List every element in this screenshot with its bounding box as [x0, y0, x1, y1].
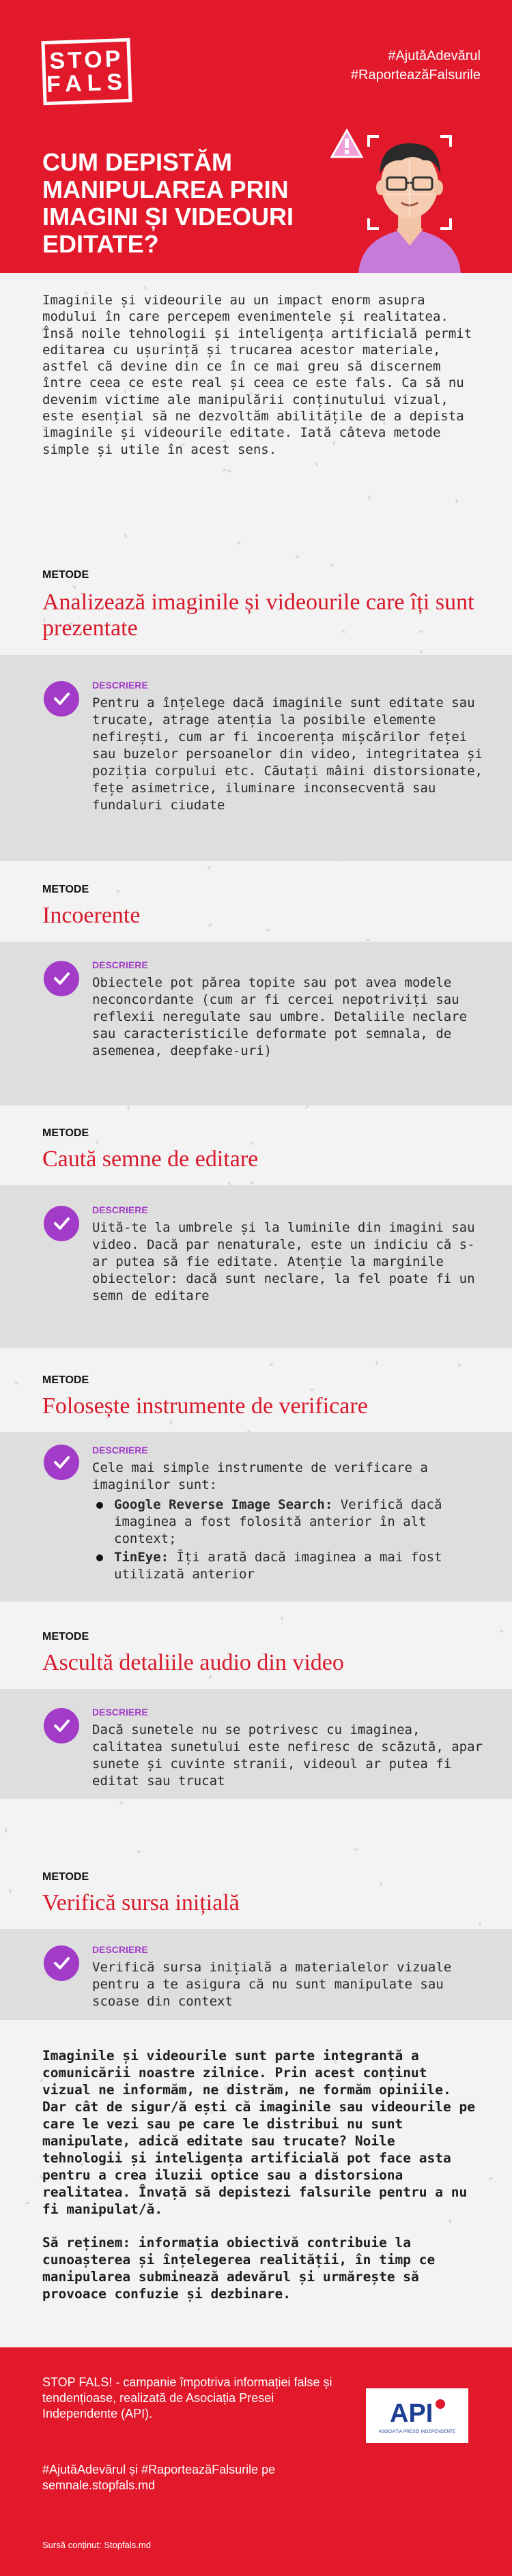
method-description: Pentru a înțelege dacă imaginile sunt editate sau trucate, atrage atenția la posibile elemente nefirești, cum ar fi incoerența mișcărilor feței sau buzelor persoanelor din video, integritatea și poziția corpului etc. Căutați mâini distorsionate, fețe asimetrice, iluminare inconsecventă sau fundaluri ciudate [92, 695, 483, 813]
method-section-2 [0, 875, 512, 1105]
tool-name: Google Reverse Image Search: [114, 1497, 333, 1512]
description-label: DESCRIERE [92, 1707, 148, 1718]
description-box [0, 1689, 512, 1799]
texture-speckle [296, 554, 300, 559]
description-label: DESCRIERE [92, 959, 148, 970]
page-title: CUM DEPISTĂM MANIPULAREA PRIN IMAGINI ȘI VIDEOURI EDITATE? [42, 148, 294, 258]
method-description: Obiectele pot părea topite sau pot avea modele neconcordante (cum ar fi cercei nepotriviți sau reflexii neregulate sau umbre. Detaliile neclare sau caracteristicile deformate pot semnala, de asemenea, deepfake-uri) [92, 975, 468, 1058]
conclusion-paragraph: Imaginile și videourile sunt parte integrantă a comunicării noastre zilnice. Prin acest conținut vizual ne informăm, ne distrăm, ne formăm opiniile. Dar cât de sigur/ă ești că imaginile sau videourile pe care le vezi sau pe care le distribui nu sunt manipulate, adică editate sau trucate? Noile tehnologii și inteligența artificială pot face asta pentru a crea iluzii optice sau a distorsiona realitatea. Învață să depistezi falsurile pentru a nu fi manipulat/ă. [42, 2048, 475, 2217]
method-section-5 [0, 1623, 512, 1799]
check-icon [44, 1206, 79, 1241]
api-logo-subtitle: ASOCIAȚIA PRESEI INDEPENDENTE [378, 2429, 456, 2434]
footer-hashtags: #AjutăAdevărul și #RaporteazăFalsurile pe semnale.stopfals.md [42, 2463, 276, 2492]
method-label: METODE [42, 569, 89, 581]
texture-speckle [237, 540, 242, 545]
method-title: Verifică sursa inițială [42, 1890, 240, 1915]
method-label: METODE [42, 1374, 89, 1386]
hashtag-1: #AjutăAdevărul [388, 48, 481, 63]
description-box [0, 1185, 512, 1348]
method-description: Uită-te la umbrele și la luminile din imagini sau video. Dacă par nenaturale, este un indiciu că s-ar putea să fie editate. Atenție la marginile obiectelor: dacă sunt neclare, la fel poate fi un semn de editare [92, 1220, 475, 1303]
logo-text-top: STOP [48, 46, 124, 74]
method-description: Dacă sunetele nu se potrivesc cu imaginea, calitatea sunetului este nefiresc de scăzută, apar sunete și cuvinte stranii, videoul ar putea fi editat sau trucat [92, 1722, 483, 1789]
method-title: Ascultă detaliile audio din video [42, 1650, 344, 1675]
method-section-1 [0, 561, 512, 861]
tools-list [92, 1496, 488, 1583]
campaign-description: STOP FALS! - campanie împotriva informației false și tendențioase, realizată de Asociația Presei Independente (API). [42, 2375, 332, 2420]
description-box [0, 942, 512, 1105]
method-section-4 [0, 1366, 512, 1602]
texture-speckle [489, 2177, 494, 2180]
check-icon [44, 1445, 79, 1480]
method-title: Caută semne de editare [42, 1146, 259, 1172]
description-box [0, 1929, 512, 2020]
check-icon [44, 1945, 79, 1981]
texture-speckle [315, 461, 319, 466]
method-label: METODE [42, 884, 89, 895]
method-title: Analizează imaginile și videourile care îți sunt prezentate [42, 590, 474, 641]
footer [0, 2347, 512, 2576]
texture-speckle [455, 499, 459, 504]
texture-speckle [127, 1105, 129, 1110]
tool-text: Verifică dacă imaginea a fost folosită anterior în alt context; [114, 1497, 442, 1546]
api-logo-text: API [390, 2399, 433, 2428]
method-title: Incoerente [42, 903, 141, 928]
texture-speckle [354, 1848, 358, 1851]
texture-speckle [227, 470, 231, 473]
texture-speckle [137, 1850, 141, 1853]
method-title: Folosește instrumente de verificare [42, 1393, 368, 1419]
description-label: DESCRIERE [92, 1204, 148, 1215]
logo-text-bottom: FALS [46, 68, 128, 98]
description-box [0, 655, 512, 861]
method-section-6 [0, 1863, 512, 2020]
texture-speckle [281, 1616, 284, 1621]
intro-text: Imaginile și videourile au un impact enorm asupra modului în care percepem evenimentele și realitatea. Însă noile tehnologii și inteligența artificială permit editarea cu ușurință și trucarea acestor materiale, astfel că devine din ce în ce mai greu să discernem între ceea ce este real și ceea ce este fals. Ca să nu devenim victime ale manipulării conținutului vizual, este esențial să ne dezvoltăm abilitățile de a depista imaginile și videourile editate. Iată câteva metode simple și utile în acest sens. [42, 293, 472, 457]
tool-item [92, 1549, 488, 1583]
texture-speckle [304, 1105, 309, 1109]
tool-item [92, 1496, 488, 1548]
method-label: METODE [42, 1871, 89, 1883]
method-description: Verifică sursa inițială a materialelor vizuale pentru a te asigura că nu sunt manipulate sau scoase din context [92, 1960, 452, 2009]
conclusion-paragraph: Să reținem: informația obiectivă contribuie la cunoașterea și înțelegerea realității, în timp ce manipularea subminează adevărul și urmărește să provoace confuzie și dezbinare. [42, 2235, 436, 2302]
tool-text: Îți arată dacă imaginea a mai fost utilizată anterior [114, 1550, 442, 1582]
header-banner [0, 0, 512, 273]
hashtag-2: #RaporteazăFalsurile [350, 68, 481, 83]
texture-speckle [25, 2202, 29, 2205]
tool-name: TinEye: [114, 1550, 169, 1565]
texture-speckle [208, 865, 212, 869]
texture-speckle [368, 495, 371, 500]
texture-speckle [124, 534, 128, 538]
texture-speckle [223, 469, 227, 471]
method-label: METODE [42, 1127, 89, 1139]
check-icon [44, 681, 79, 717]
check-icon [44, 961, 79, 996]
check-icon [44, 1708, 79, 1743]
description-label: DESCRIERE [92, 1944, 148, 1955]
stopfals-logo [41, 38, 132, 105]
api-logo [366, 2388, 468, 2443]
texture-speckle [119, 1801, 124, 1805]
content-source: Sursă conținut: Stopfals.md [42, 2540, 151, 2550]
method-label: METODE [42, 1631, 89, 1642]
texture-speckle [375, 1361, 378, 1365]
tools-intro: Cele mai simple instrumente de verificare a imaginilor sunt: [92, 1460, 428, 1492]
texture-speckle [5, 1828, 8, 1832]
description-box [0, 1432, 512, 1602]
header-hashtags [351, 46, 481, 85]
face-scan-illustration [321, 119, 498, 273]
description-label: DESCRIERE [92, 680, 148, 691]
texture-speckle [269, 1363, 273, 1365]
conclusion [42, 2047, 479, 2302]
method-section-3 [0, 1119, 512, 1348]
texture-speckle [144, 285, 147, 289]
method-description [92, 1460, 488, 1584]
description-label: DESCRIERE [92, 1445, 148, 1456]
